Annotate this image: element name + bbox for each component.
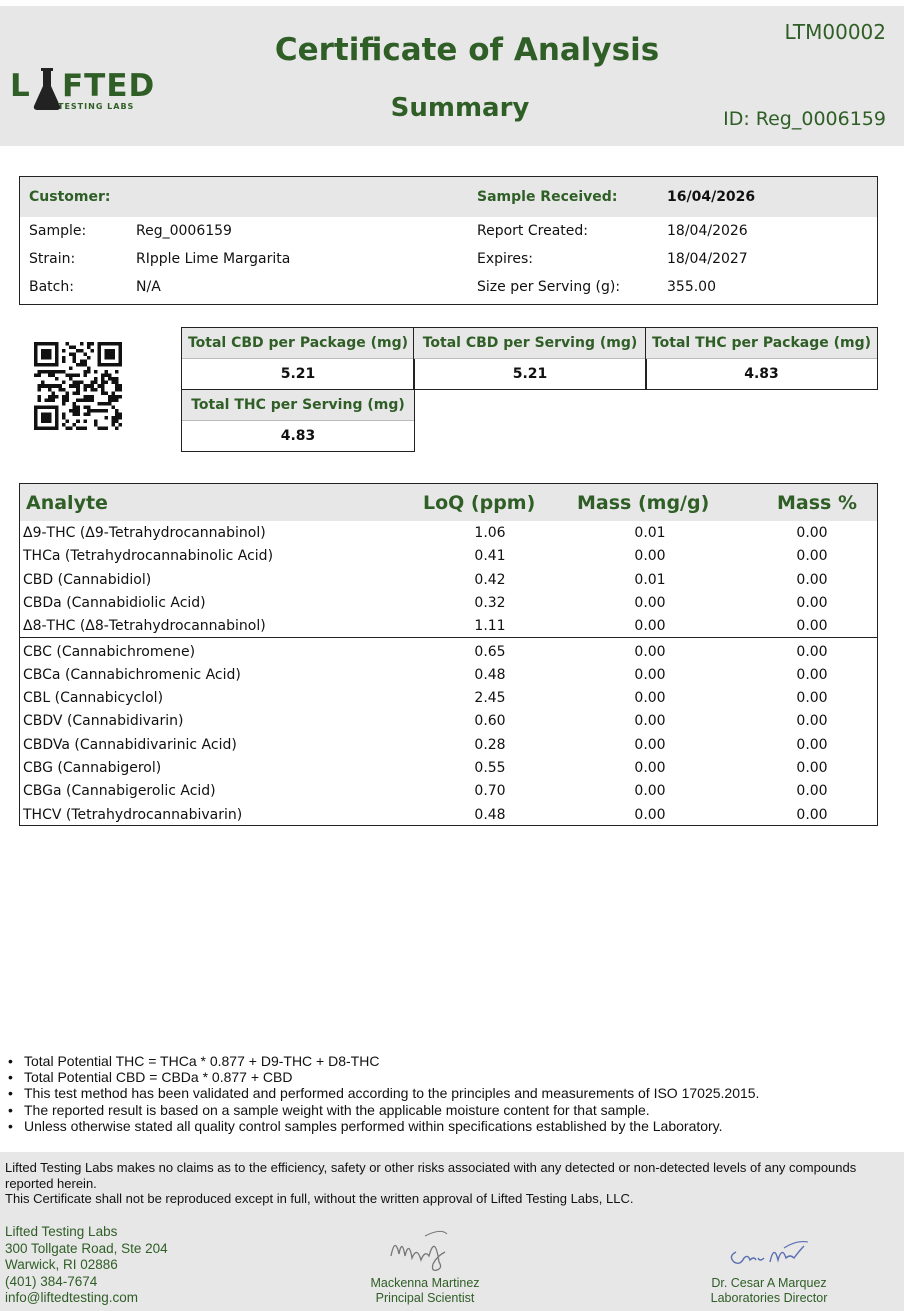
disclaimer-line: Lifted Testing Labs makes no claims as to the efficiency, safety or other risks associated with any detected or non-detected levels of any compounds reported herein. bbox=[5, 1160, 857, 1191]
mass-value: 0.00 bbox=[634, 690, 666, 707]
batch-value: N/A bbox=[136, 279, 161, 295]
table-row bbox=[20, 687, 877, 710]
signature-icon bbox=[724, 1232, 814, 1274]
note-item: • Total Potential CBD = CBDa * 0.877 + CBD bbox=[8, 1069, 888, 1085]
mass-pct-value: 0.00 bbox=[796, 594, 828, 611]
created-label: Report Created: bbox=[477, 223, 588, 239]
certificate-id: ID: Reg_0006159 bbox=[723, 108, 886, 130]
table-row bbox=[20, 615, 877, 638]
qr-code[interactable] bbox=[34, 342, 122, 430]
signature-icon bbox=[385, 1226, 465, 1274]
received-value: 16/04/2026 bbox=[667, 189, 756, 205]
mass-pct-value: 0.00 bbox=[796, 643, 828, 660]
summary-label: Total CBD per Serving (mg) bbox=[414, 328, 646, 359]
note-item: • Unless otherwise stated all quality control samples performed within specifications established by the Laboratory. bbox=[8, 1118, 888, 1134]
loq-value: 1.06 bbox=[474, 525, 506, 541]
mass-value: 0.00 bbox=[634, 713, 666, 730]
summary-cbd-serving bbox=[413, 327, 647, 390]
analyte-name: CBC (Cannabichromene) bbox=[23, 643, 196, 660]
mass-pct-value: 0.00 bbox=[796, 571, 828, 588]
summary-label: Total THC per Serving (mg) bbox=[182, 390, 414, 421]
page-header bbox=[0, 6, 904, 146]
summary-value: 4.83 bbox=[744, 365, 779, 382]
note-item: • Total Potential THC = THCa * 0.877 + D9-THC + D8-THC bbox=[8, 1053, 888, 1069]
signatory-name: Mackenna Martinez bbox=[370, 1276, 480, 1290]
address-line: 300 Tollgate Road, Ste 204 bbox=[5, 1240, 168, 1256]
loq-value: 0.41 bbox=[474, 548, 506, 565]
serving-value: 355.00 bbox=[667, 279, 716, 295]
sample-info-box bbox=[19, 176, 878, 305]
signatory-title: Laboratories Director bbox=[710, 1291, 828, 1305]
signature-block-2 bbox=[683, 1232, 855, 1306]
lab-address bbox=[5, 1224, 168, 1307]
mass-value: 0.00 bbox=[634, 594, 666, 611]
address-line: Warwick, RI 02886 bbox=[5, 1257, 118, 1272]
mass-pct-value: 0.00 bbox=[796, 760, 828, 776]
summary-thc-package bbox=[645, 327, 878, 390]
loq-value: 0.60 bbox=[474, 713, 506, 730]
summary-cbd-package bbox=[181, 327, 415, 390]
table-row bbox=[20, 545, 877, 568]
loq-value: 0.42 bbox=[474, 571, 506, 588]
loq-value: 1.11 bbox=[474, 618, 506, 635]
disclaimer bbox=[5, 1160, 885, 1207]
mass-value: 0.01 bbox=[634, 571, 666, 588]
note-item: • The reported result is based on a sample weight with the applicable moisture content for that sample. bbox=[8, 1102, 888, 1118]
certificate-code: LTM00002 bbox=[784, 20, 886, 44]
table-row bbox=[20, 592, 877, 615]
table-row bbox=[20, 641, 877, 664]
mass-value: 0.00 bbox=[634, 666, 666, 683]
mass-value: 0.01 bbox=[634, 525, 666, 541]
address-line: Lifted Testing Labs bbox=[5, 1224, 118, 1239]
analyte-name: CBGa (Cannabigerolic Acid) bbox=[23, 783, 216, 800]
mass-pct-value: 0.00 bbox=[796, 525, 828, 541]
table-row bbox=[20, 664, 877, 687]
loq-value: 0.28 bbox=[474, 736, 506, 753]
analyte-name: THCa (Tetrahydrocannabinolic Acid) bbox=[23, 548, 274, 565]
page-footer bbox=[0, 1152, 904, 1311]
analyte-name: CBD (Cannabidiol) bbox=[23, 571, 152, 588]
analyte-name: CBDa (Cannabidiolic Acid) bbox=[23, 594, 206, 611]
analyte-name: Δ8-THC (Δ8-Tetrahydrocannabinol) bbox=[23, 618, 266, 635]
mass-value: 0.00 bbox=[634, 783, 666, 800]
col-analyte: Analyte bbox=[26, 492, 108, 514]
summary-value: 4.83 bbox=[280, 427, 316, 444]
mass-value: 0.00 bbox=[634, 806, 666, 823]
analyte-table-header bbox=[20, 484, 877, 521]
mass-value: 0.00 bbox=[634, 643, 666, 660]
summary-label: Total CBD per Package (mg) bbox=[182, 328, 414, 359]
strain-value: RIpple Lime Margarita bbox=[136, 251, 291, 267]
table-divider bbox=[20, 637, 877, 638]
loq-value: 2.45 bbox=[474, 690, 506, 707]
summary-label: Total THC per Package (mg) bbox=[646, 328, 877, 359]
analyte-name: Δ9-THC (Δ9-Tetrahydrocannabinol) bbox=[23, 525, 266, 541]
mass-pct-value: 0.00 bbox=[796, 548, 828, 565]
page-title: Certificate of Analysis bbox=[274, 32, 660, 68]
table-row bbox=[20, 522, 877, 545]
summary-thc-serving bbox=[181, 389, 415, 452]
signature-block-1 bbox=[345, 1226, 505, 1306]
logo-wordmark: L FTED bbox=[10, 68, 156, 104]
mass-pct-value: 0.00 bbox=[796, 618, 828, 635]
loq-value: 0.48 bbox=[474, 666, 506, 683]
received-label: Sample Received: bbox=[477, 189, 618, 205]
sample-label: Sample: bbox=[29, 223, 87, 239]
loq-value: 0.70 bbox=[474, 783, 506, 800]
analyte-name: CBCa (Cannabichromenic Acid) bbox=[23, 666, 241, 683]
loq-value: 0.55 bbox=[474, 760, 506, 776]
col-mass: Mass (mg/g) bbox=[577, 492, 710, 514]
loq-value: 0.65 bbox=[474, 643, 506, 660]
expires-label: Expires: bbox=[477, 251, 533, 267]
page-subtitle: Summary bbox=[390, 93, 530, 123]
note-item: • This test method has been validated and performed according to the principles and measurements of ISO 17025.2015. bbox=[8, 1085, 888, 1101]
mass-pct-value: 0.00 bbox=[796, 736, 828, 753]
expires-value: 18/04/2027 bbox=[667, 251, 748, 267]
col-mass-pct: Mass % bbox=[777, 492, 857, 514]
strain-label: Strain: bbox=[29, 251, 76, 267]
mass-value: 0.00 bbox=[634, 618, 666, 635]
mass-value: 0.00 bbox=[634, 548, 666, 565]
analyte-name: CBDVa (Cannabidivarinic Acid) bbox=[23, 736, 237, 753]
created-value: 18/04/2026 bbox=[667, 223, 748, 239]
customer-label: Customer: bbox=[29, 189, 111, 205]
loq-value: 0.32 bbox=[474, 594, 506, 611]
analyte-name: THCV (Tetrahydrocannabivarin) bbox=[23, 806, 243, 823]
serving-label: Size per Serving (g): bbox=[477, 279, 621, 295]
analyte-name: CBL (Cannabicyclol) bbox=[23, 690, 164, 707]
table-row bbox=[20, 757, 877, 780]
analyte-name: CBDV (Cannabidivarin) bbox=[23, 713, 184, 730]
sample-value: Reg_0006159 bbox=[136, 223, 232, 239]
summary-value: 5.21 bbox=[280, 365, 316, 382]
col-loq: LoQ (ppm) bbox=[423, 492, 536, 514]
signatory-name: Dr. Cesar A Marquez bbox=[711, 1276, 827, 1290]
mass-pct-value: 0.00 bbox=[796, 713, 828, 730]
batch-label: Batch: bbox=[29, 279, 74, 295]
analyte-table bbox=[19, 483, 878, 826]
table-row bbox=[20, 569, 877, 592]
table-row bbox=[20, 734, 877, 757]
mass-pct-value: 0.00 bbox=[796, 666, 828, 683]
disclaimer-line: This Certificate shall not be reproduced except in full, without the written approval of Lifted Testing Labs, LLC. bbox=[5, 1191, 634, 1206]
address-line: (401) 384-7674 bbox=[5, 1273, 98, 1289]
mass-pct-value: 0.00 bbox=[796, 806, 828, 823]
mass-value: 0.00 bbox=[634, 736, 666, 753]
mass-pct-value: 0.00 bbox=[796, 783, 828, 800]
table-row bbox=[20, 804, 877, 827]
mass-value: 0.00 bbox=[634, 760, 666, 776]
logo-subtitle: TESTING LABS bbox=[58, 102, 135, 111]
method-notes bbox=[8, 1053, 888, 1134]
lab-email-link[interactable]: info@liftedtesting.com bbox=[5, 1290, 139, 1305]
signatory-title: Principal Scientist bbox=[375, 1291, 475, 1305]
summary-value: 5.21 bbox=[512, 365, 548, 382]
table-row bbox=[20, 710, 877, 733]
analyte-name: CBG (Cannabigerol) bbox=[23, 760, 162, 776]
table-row bbox=[20, 780, 877, 803]
loq-value: 0.48 bbox=[474, 806, 506, 823]
mass-pct-value: 0.00 bbox=[796, 690, 828, 707]
